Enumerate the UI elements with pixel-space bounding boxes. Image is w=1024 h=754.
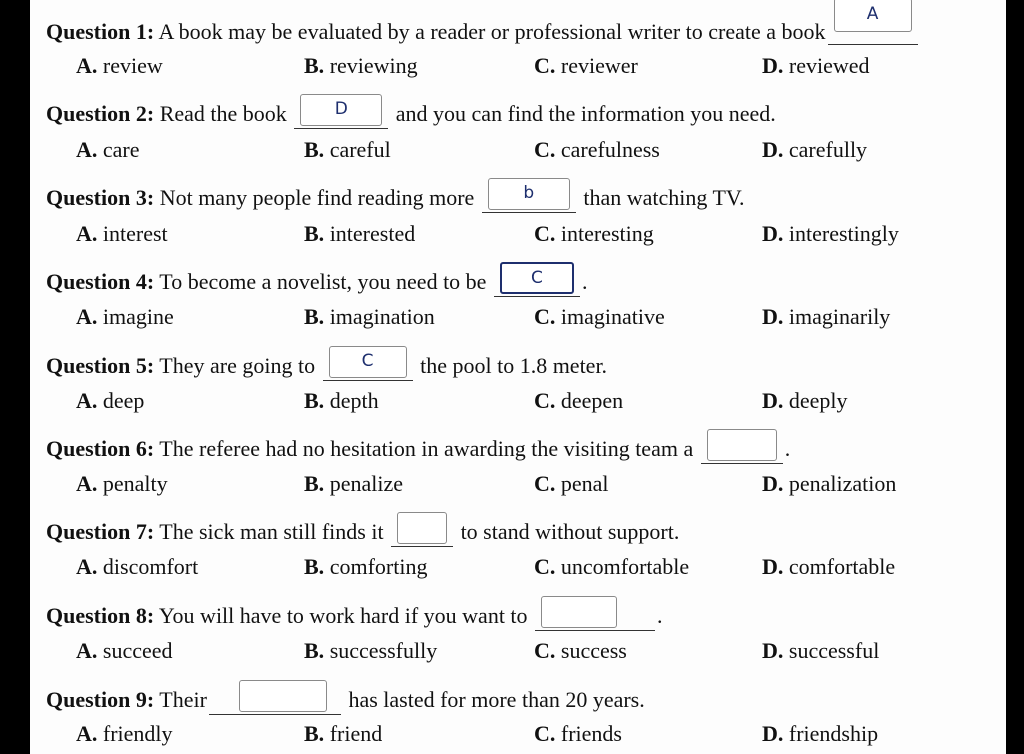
question-5 (46, 346, 607, 381)
option-b[interactable]: B. friend (304, 721, 383, 746)
answer-box[interactable]: C (329, 346, 407, 378)
question-text-after: . (657, 603, 663, 628)
question-4 (46, 262, 587, 297)
option-d[interactable]: D. interestingly (762, 221, 899, 246)
answer-blank[interactable] (828, 4, 918, 45)
option-b[interactable]: B. penalize (304, 471, 403, 496)
answer-box[interactable] (239, 680, 327, 712)
question-text: Read the book (159, 101, 287, 126)
answer-blank[interactable] (482, 178, 576, 213)
option-d[interactable]: D. imaginarily (762, 304, 891, 329)
answer-box[interactable]: A (834, 0, 912, 32)
answer-box[interactable]: C (500, 262, 574, 294)
answer-blank[interactable] (209, 680, 341, 715)
option-c[interactable]: C. carefulness (534, 137, 660, 162)
option-b[interactable]: B. imagination (304, 304, 435, 329)
option-b[interactable]: B. reviewing (304, 53, 418, 78)
question-text: You will have to work hard if you want to (158, 603, 528, 628)
question-label: Question 6: (46, 436, 155, 461)
question-label: Question 5: (46, 353, 155, 378)
answer-blank[interactable] (294, 94, 388, 129)
question-label: Question 2: (46, 101, 155, 126)
option-c[interactable]: C. interesting (534, 221, 654, 246)
question-text: Not many people find reading more (159, 185, 475, 210)
question-text: The sick man still finds it (159, 519, 384, 544)
question-text: Their (159, 687, 207, 712)
answer-box[interactable]: D (300, 94, 382, 126)
answer-box[interactable] (541, 596, 617, 628)
question-label: Question 3: (46, 185, 155, 210)
question-text-after: to stand without support. (460, 519, 680, 544)
option-b[interactable]: B. successfully (304, 638, 438, 663)
option-a[interactable]: A. discomfort (76, 554, 199, 579)
question-3 (46, 178, 744, 213)
option-d[interactable]: D. comfortable (762, 554, 896, 579)
question-1 (46, 4, 920, 45)
question-8 (46, 596, 663, 631)
question-text: The referee had no hesitation in awarding the visiting team a (159, 436, 694, 461)
option-c[interactable]: C. penal (534, 471, 609, 496)
option-d[interactable]: D. penalization (762, 471, 897, 496)
option-c[interactable]: C. uncomfortable (534, 554, 690, 579)
option-c[interactable]: C. deepen (534, 388, 624, 413)
question-text-after: has lasted for more than 20 years. (348, 687, 645, 712)
question-label: Question 1: (46, 19, 155, 44)
answer-box[interactable] (397, 512, 447, 544)
question-7 (46, 512, 679, 547)
answer-box[interactable]: b (488, 178, 570, 210)
question-label: Question 9: (46, 687, 155, 712)
option-a[interactable]: A. review (76, 53, 163, 78)
option-a[interactable]: A. succeed (76, 638, 173, 663)
question-text-after: and you can find the information you need. (395, 101, 776, 126)
option-d[interactable]: D. successful (762, 638, 880, 663)
answer-blank[interactable] (701, 429, 783, 464)
option-a[interactable]: A. friendly (76, 721, 173, 746)
worksheet (30, 0, 1006, 754)
option-c[interactable]: C. success (534, 638, 627, 663)
option-a[interactable]: A. deep (76, 388, 145, 413)
question-text: A book may be evaluated by a reader or professional writer to create a book (158, 19, 826, 44)
option-c[interactable]: C. reviewer (534, 53, 638, 78)
question-label: Question 8: (46, 603, 155, 628)
answer-blank[interactable] (391, 512, 453, 547)
question-text-after: . (581, 269, 588, 294)
option-c[interactable]: C. imaginative (534, 304, 665, 329)
option-b[interactable]: B. careful (304, 137, 391, 162)
option-d[interactable]: D. friendship (762, 721, 879, 746)
option-a[interactable]: A. care (76, 137, 140, 162)
answer-blank[interactable] (494, 262, 580, 297)
question-label: Question 7: (46, 519, 155, 544)
answer-box[interactable] (707, 429, 777, 461)
answer-blank[interactable] (323, 346, 413, 381)
option-d[interactable]: D. deeply (762, 388, 848, 413)
option-b[interactable]: B. comforting (304, 554, 428, 579)
question-text: They are going to (159, 353, 316, 378)
question-9 (46, 680, 645, 715)
option-a[interactable]: A. penalty (76, 471, 168, 496)
question-text-after: . (784, 436, 791, 461)
option-b[interactable]: B. depth (304, 388, 379, 413)
question-6 (46, 429, 790, 464)
option-a[interactable]: A. imagine (76, 304, 174, 329)
option-d[interactable]: D. carefully (762, 137, 868, 162)
answer-blank[interactable] (535, 596, 655, 631)
question-text-after: than watching TV. (583, 185, 745, 210)
option-d[interactable]: D. reviewed (762, 53, 870, 78)
question-2 (46, 94, 776, 129)
question-text: To become a novelist, you need to be (159, 269, 487, 294)
question-text-after: the pool to 1.8 meter. (420, 353, 608, 378)
option-c[interactable]: C. friends (534, 721, 622, 746)
option-a[interactable]: A. interest (76, 221, 168, 246)
option-b[interactable]: B. interested (304, 221, 416, 246)
question-label: Question 4: (46, 269, 155, 294)
